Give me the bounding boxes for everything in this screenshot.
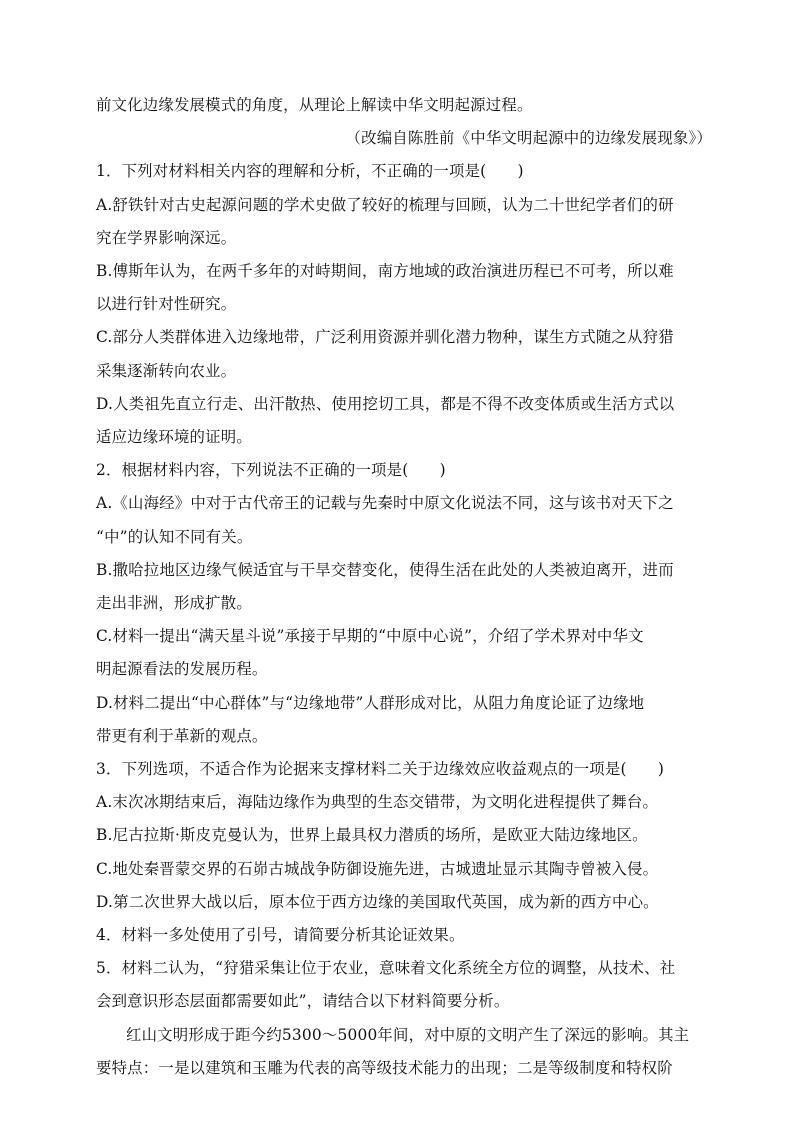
option-line: 走出非洲，形成扩散。 — [96, 594, 252, 613]
option-line: C.材料一提出“满天星斗说”承接于早期的“中原中心说”，介绍了学术界对中华文 — [96, 627, 644, 646]
source-citation: （改编自陈胜前《中华文明起源中的边缘发展现象》） — [345, 129, 712, 148]
intro-line: 前文化边缘发展模式的角度，从理论上解读中华文明起源过程。 — [96, 96, 533, 114]
reading-passage — [96, 1019, 714, 1085]
question-stem: 1．下列对材料相关内容的理解和分析，不正确的一项是( ) — [96, 162, 524, 181]
answer-option — [96, 255, 714, 321]
option-line: 带更有利于革新的观点。 — [96, 726, 268, 745]
answer-option — [96, 886, 714, 919]
question-2 — [96, 454, 714, 753]
answer-option — [96, 819, 714, 852]
option-line: C.部分人类群体进入边缘地带，广泛利用资源并驯化潜力物种，谋生方式随之从狩猎 — [96, 328, 674, 347]
option-line: A.末次冰期结束后，海陆边缘作为典型的生态交错带，为文明化进程提供了舞台。 — [96, 793, 659, 812]
option-line: 究在学界影响深远。 — [96, 228, 237, 247]
question-stem: 2．根据材料内容，下列说法不正确的一项是( ) — [96, 461, 446, 480]
option-line: D.人类祖先直立行走、出汗散热、使用挖切工具，都是不得不改变体质或生活方式以 — [96, 394, 675, 413]
option-line: D.材料二提出“中心群体”与“边缘地带”人群形成对比，从阻力角度论证了边缘地 — [96, 693, 645, 712]
option-line: 明起源看法的发展历程。 — [96, 660, 268, 679]
answer-option — [96, 620, 714, 686]
option-line: A.《山海经》中对于古代帝王的记载与先秦时中原文化说法不同，这与该书对天下之 — [96, 494, 674, 513]
option-line: A.舒铁针对古史起源问题的学术史做了较好的梳理与回顾，认为二十世纪学者们的研 — [96, 195, 674, 214]
question-stem: 3．下列选项，不适合作为论据来支撑材料二关于边缘效应收益观点的一项是( ) — [96, 760, 665, 779]
answer-option — [96, 687, 714, 753]
option-line: B.傅斯年认为，在两千多年的对峙期间，南方地域的政治演进历程已不可考，所以难 — [96, 262, 674, 281]
answer-option — [96, 321, 714, 387]
question-list — [96, 155, 714, 1018]
question-5 — [96, 952, 714, 1018]
question-stem: 会到意识形态层面都需要如此”，请结合以下材料简要分析。 — [96, 992, 510, 1011]
question-stem: 4．材料一多处使用了引号，请简要分析其论证效果。 — [96, 926, 465, 945]
option-line: 以进行针对性研究。 — [96, 295, 237, 314]
answer-option — [96, 388, 714, 454]
document-page — [96, 89, 714, 1085]
answer-option — [96, 786, 714, 819]
question-1 — [96, 155, 714, 454]
answer-option — [96, 853, 714, 886]
question-stem: 5．材料二认为，“狩猎采集让位于农业，意味着文化系统全方位的调整，从技术、社 — [96, 959, 676, 978]
answer-option — [96, 189, 714, 255]
answer-option — [96, 554, 714, 620]
option-line: B.撒哈拉地区边缘气候适宜与干旱交替变化，使得生活在此处的人类被迫离开，进而 — [96, 560, 674, 579]
option-line: 采集逐渐转向农业。 — [96, 361, 237, 380]
option-line: B.尼古拉斯·斯皮克曼认为，世界上最具权力潜质的场所，是欧亚大陆边缘地区。 — [96, 826, 648, 845]
passage-line: 红山文明形成于距今约5300～5000年间，对中原的文明产生了深远的影响。其主 — [126, 1025, 690, 1044]
option-line: C.地处秦晋蒙交界的石峁古城战争防御设施先进，古城遗址显示其陶寺曾被入侵。 — [96, 859, 659, 878]
question-3 — [96, 753, 714, 919]
answer-option — [96, 487, 714, 553]
option-line: “中”的认知不同有关。 — [96, 527, 253, 546]
question-4 — [96, 919, 714, 952]
option-line: D.第二次世界大战以后，原本位于西方边缘的美国取代英国，成为新的西方中心。 — [96, 892, 659, 911]
passage-line: 要特点：一是以建筑和玉雕为代表的高等级技术能力的出现；二是等级制度和特权阶 — [96, 1058, 673, 1077]
option-line: 适应边缘环境的证明。 — [96, 428, 252, 447]
